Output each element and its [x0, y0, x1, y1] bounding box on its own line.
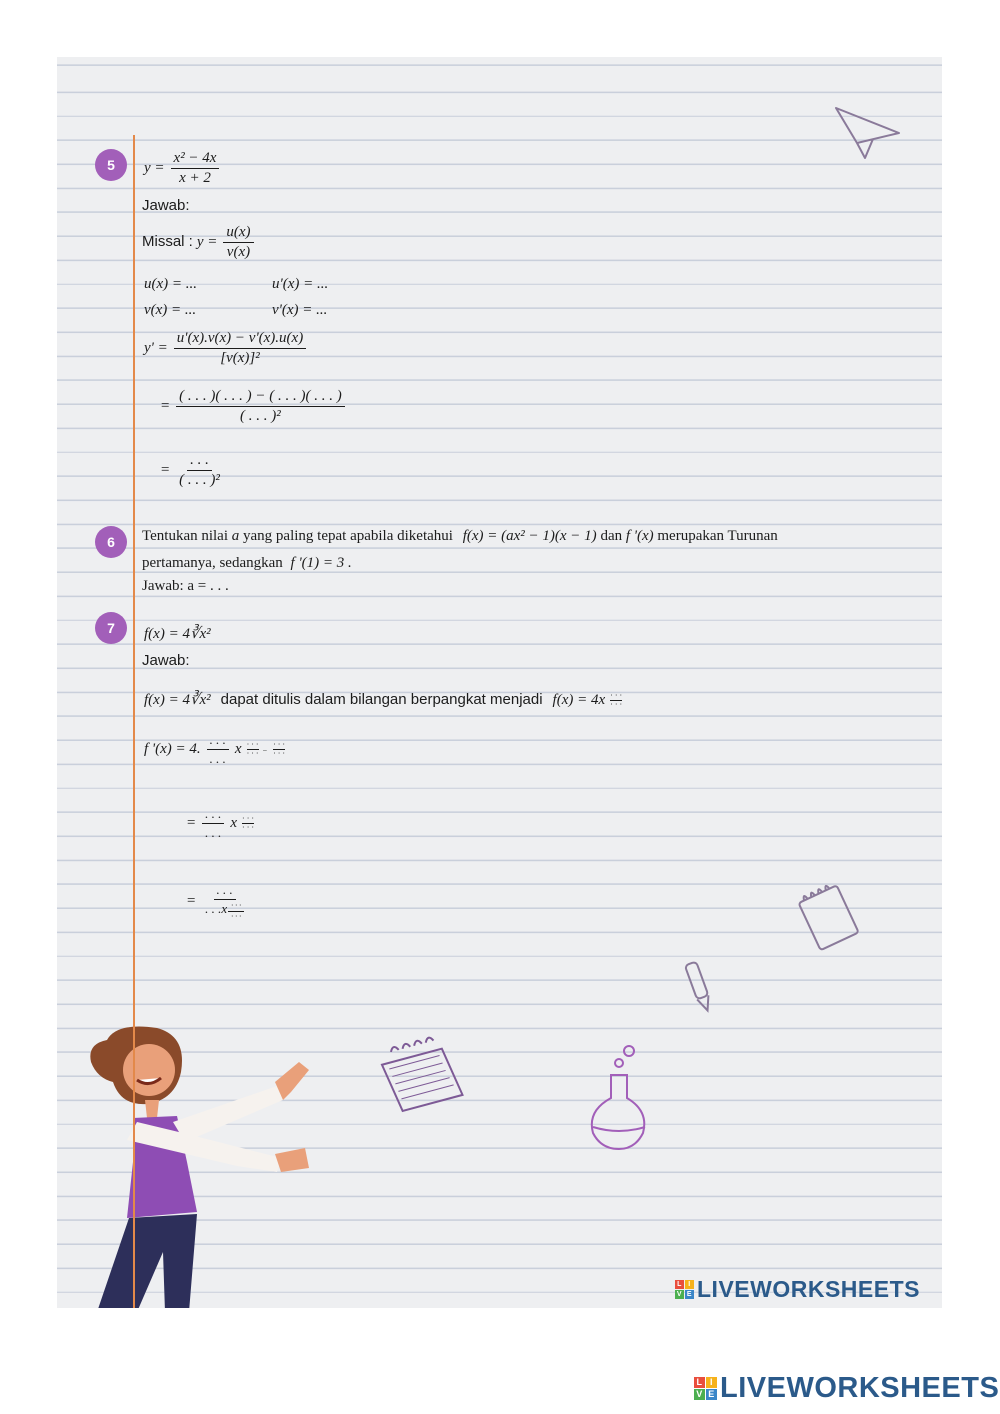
- q7-coefficient-blank[interactable]: $\frac{. . .}{. . .}$: [207, 732, 229, 767]
- q7-given-function: f(x) = 4∛x²: [144, 626, 211, 642]
- q7-exponent-blank-2[interactable]: $\frac{\cdot \cdot \cdot}{\cdot \cdot \cdot}$: [273, 739, 286, 758]
- q5-v-definition[interactable]: v(x) = ...: [144, 302, 197, 318]
- q5-u-prime-definition[interactable]: u'(x) = ...: [272, 276, 329, 292]
- q5-v-prime-definition[interactable]: v'(x) = ...: [272, 302, 328, 318]
- q7-derivative-line: f '(x) = 4. $\frac{. . .}{. . .}$ x $\frac{\cdot \cdot \cdot}{\cdot \cdot \cdot}$ − $\frac{\cdot \cdot \cdot}{\cdot \cdot \cdot}$: [144, 732, 286, 766]
- footer-liveworksheets-logo: L I V E LIVEWORKSHEETS: [694, 1372, 999, 1405]
- q7-jawab-label: Jawab:: [142, 652, 190, 669]
- q6-answer-field[interactable]: Jawab: a = . . .: [142, 578, 229, 594]
- notepad-icon: [795, 879, 865, 954]
- logo-grid-icon: L I V E: [676, 1281, 693, 1298]
- question-5-badge: 5: [95, 149, 127, 181]
- q5-jawab-label: Jawab:: [142, 197, 190, 214]
- q7-step-1: = $\frac{. . .}{. . .}$ x $\frac{\cdot \cdot \cdot}{\cdot \cdot \cdot}$: [186, 806, 255, 840]
- q5-missal: Missal : y = $\frac{u(x)}{v(x)}$: [142, 224, 256, 261]
- q5-u-definition[interactable]: u(x) = ...: [144, 276, 198, 292]
- q6-question-line-1: Tentukan nilai a yang paling tepat apabila diketahui f(x) = (ax² − 1)(x − 1) dan f '(x) merupakan Turunan: [142, 528, 778, 544]
- q5-given-equation: y = $\frac{\text{x² − 4x}}{x + 2}$: [144, 150, 221, 187]
- q6-question-line-2: pertamanya, sedangkan f '(1) = 3 .: [142, 555, 352, 571]
- q5-step-1: = $\frac{( . . . )( . . . ) - ( . . . )( . . . )}{\text{( . . . )²}}$: [160, 388, 347, 425]
- student-girl-illustration: [77, 1022, 357, 1308]
- q5-quotient-rule: y' = $\frac{u'(x).v(x) - v'(x).u(x)}{\text{[v(x)]²}}$: [144, 330, 308, 367]
- q7-step-2-exponent[interactable]: $\frac{\cdot \cdot \cdot}{\cdot \cdot \cdot}$: [228, 902, 244, 921]
- q5-step-2-fraction[interactable]: $\frac{. . .}{\text{( . . . )²}}$: [179, 452, 220, 488]
- q7-step-1-exponent[interactable]: $\frac{\cdot \cdot \cdot}{\cdot \cdot \cdot}$: [242, 813, 255, 832]
- q7-step-2: = . . . . . .x $\frac{\cdot \cdot \cdot}{\cdot \cdot \cdot}$: [186, 882, 249, 921]
- book-icon: [379, 1033, 479, 1123]
- q5-step-1-fraction[interactable]: $\frac{( . . . )( . . . ) - ( . . . )( . . . )}{\text{( . . . )²}}$: [176, 388, 345, 425]
- pen-icon: [679, 957, 719, 1017]
- q7-exponent-blank[interactable]: $\frac{\cdot \cdot \cdot}{\cdot \cdot \cdot}$: [610, 690, 623, 709]
- question-7-badge: 7: [95, 612, 127, 644]
- q7-exponent-blank-1[interactable]: $\frac{\cdot \cdot \cdot}{\cdot \cdot \cdot}$: [246, 739, 259, 758]
- q5-step-2: = $\frac{. . .}{\text{( . . . )²}}$: [160, 452, 225, 489]
- sheet-liveworksheets-logo: L I V E LIVEWORKSHEETS: [676, 1276, 920, 1302]
- question-6-badge: 6: [95, 526, 127, 558]
- flask-icon: [585, 1043, 655, 1153]
- q5-given-fraction: $\frac{\text{x² − 4x}}{x + 2}$: [171, 150, 220, 187]
- q7-step-2-fraction[interactable]: . . . . . .x $\frac{\cdot \cdot \cdot}{\cdot \cdot \cdot}$: [202, 882, 247, 921]
- q7-step-1-coefficient[interactable]: $\frac{. . .}{. . .}$: [202, 806, 224, 841]
- q7-rewrite-line: f(x) = 4∛x² dapat ditulis dalam bilangan berpangkat menjadi f(x) = 4x $\frac{\cdot \cdot \cdot}{\cdot \cdot \cdot}$: [144, 690, 623, 709]
- paper-plane-icon: [833, 103, 903, 163]
- footer-logo-grid-icon: L I V E: [694, 1377, 717, 1400]
- margin-line: [133, 135, 135, 1308]
